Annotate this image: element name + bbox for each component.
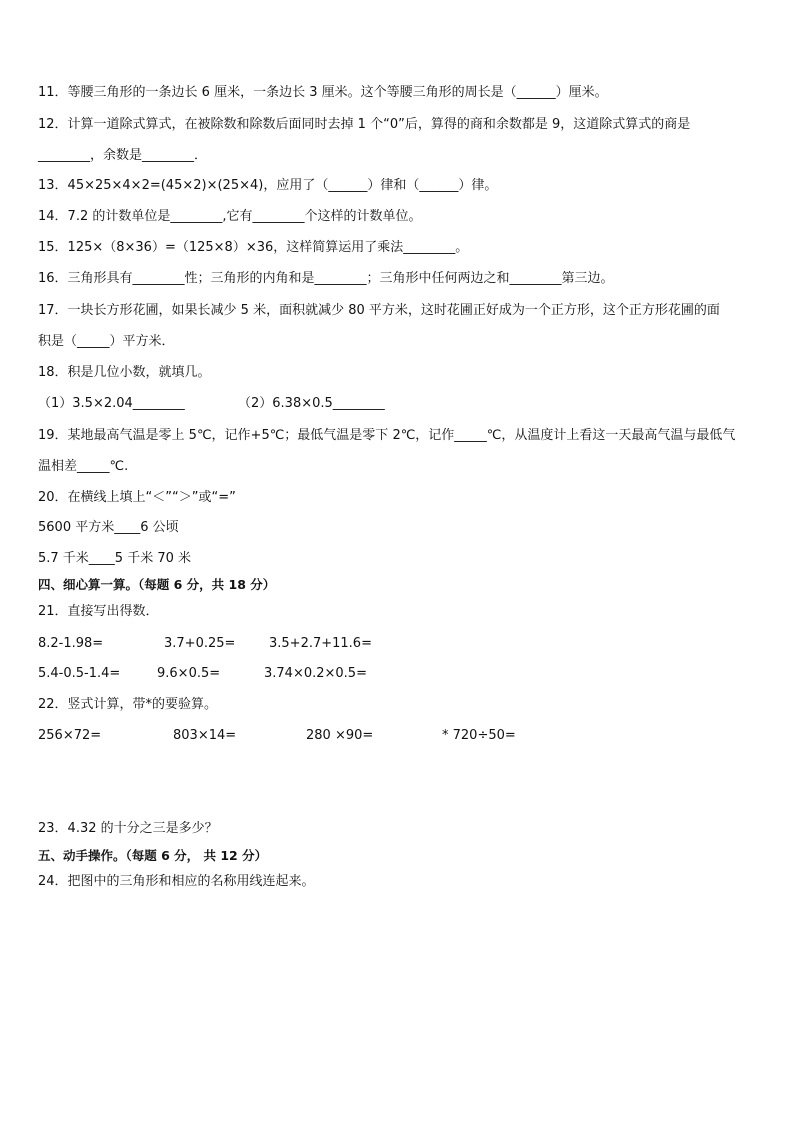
q21-item: 3.7+0.25= xyxy=(164,636,236,651)
question-24: 24．把图中的三角形和相应的名称用线连起来。 xyxy=(38,874,315,889)
question-20-part-2: 5.7 千米____5 千米 70 米 xyxy=(38,551,192,566)
question-20: 20．在横线上填上“＜”“＞”或“=” xyxy=(38,490,236,505)
q21-item: 5.4-0.5-1.4= xyxy=(38,666,121,681)
question-19-line2: 温相差_____℃. xyxy=(38,459,129,474)
question-12-line1: 12．计算一道除式算式，在被除数和除数后面同时去掉 1 个“0”后，算得的商和余数都是 9，这道除式算式的商是 xyxy=(38,117,691,132)
question-15: 15．125×（8×36）=（125×8）×36，这样简算运用了乘法________。 xyxy=(38,240,469,255)
question-23: 23．4.32 的十分之三是多少？ xyxy=(38,821,218,836)
question-22: 22．竖式计算，带*的要验算。 xyxy=(38,697,218,712)
question-13: 13．45×25×4×2=(45×2)×(25×4)，应用了（______）律和（______）律。 xyxy=(38,178,498,193)
section-4-heading: 四、细心算一算。（每题 6 分，共 18 分） xyxy=(38,577,276,592)
q22-item: 280 ×90= xyxy=(306,728,374,743)
q21-item: 3.5+2.7+11.6= xyxy=(269,636,372,651)
question-21: 21．直接写出得数． xyxy=(38,604,159,619)
question-14: 14．7.2 的计数单位是________,它有________个这样的计数单位。 xyxy=(38,209,422,224)
q22-item: 803×14= xyxy=(173,728,237,743)
question-16: 16．三角形具有________性；三角形的内角和是________；三角形中任何两边之和________第三边。 xyxy=(38,271,614,286)
q21-item: 8.2-1.98= xyxy=(38,636,104,651)
question-17-line2: 积是（_____）平方米． xyxy=(38,334,175,349)
q21-item: 9.6×0.5= xyxy=(157,666,221,681)
question-17-line1: 17．一块长方形花圃，如果长减少 5 米，面积就减少 80 平方米，这时花圃正好成为一个正方形，这个正方形花圃的面 xyxy=(38,303,720,318)
question-11: 11．等腰三角形的一条边长 6 厘米，一条边长 3 厘米。这个等腰三角形的周长是（______）厘米。 xyxy=(38,85,608,100)
question-12-line2: ________，余数是________． xyxy=(38,148,208,163)
section-5-heading: 五、动手操作。（每题 6 分， 共 12 分） xyxy=(38,848,268,863)
question-20-part-1: 5600 平方米____6 公顷 xyxy=(38,520,179,535)
question-18-part-1: （1）3.5×2.04________ xyxy=(38,396,185,411)
question-18-part-2: （2）6.38×0.5________ xyxy=(238,396,385,411)
q22-item: 256×72= xyxy=(38,728,102,743)
question-18: 18．积是几位小数，就填几。 xyxy=(38,365,211,380)
question-19-line1: 19．某地最高气温是零上 5℃，记作+5℃；最低气温是零下 2℃，记作_____℃，从温度计上看这一天最高气温与最低气 xyxy=(38,428,736,443)
q21-item: 3.74×0.2×0.5= xyxy=(264,666,367,681)
q22-item: * 720÷50= xyxy=(442,728,516,743)
